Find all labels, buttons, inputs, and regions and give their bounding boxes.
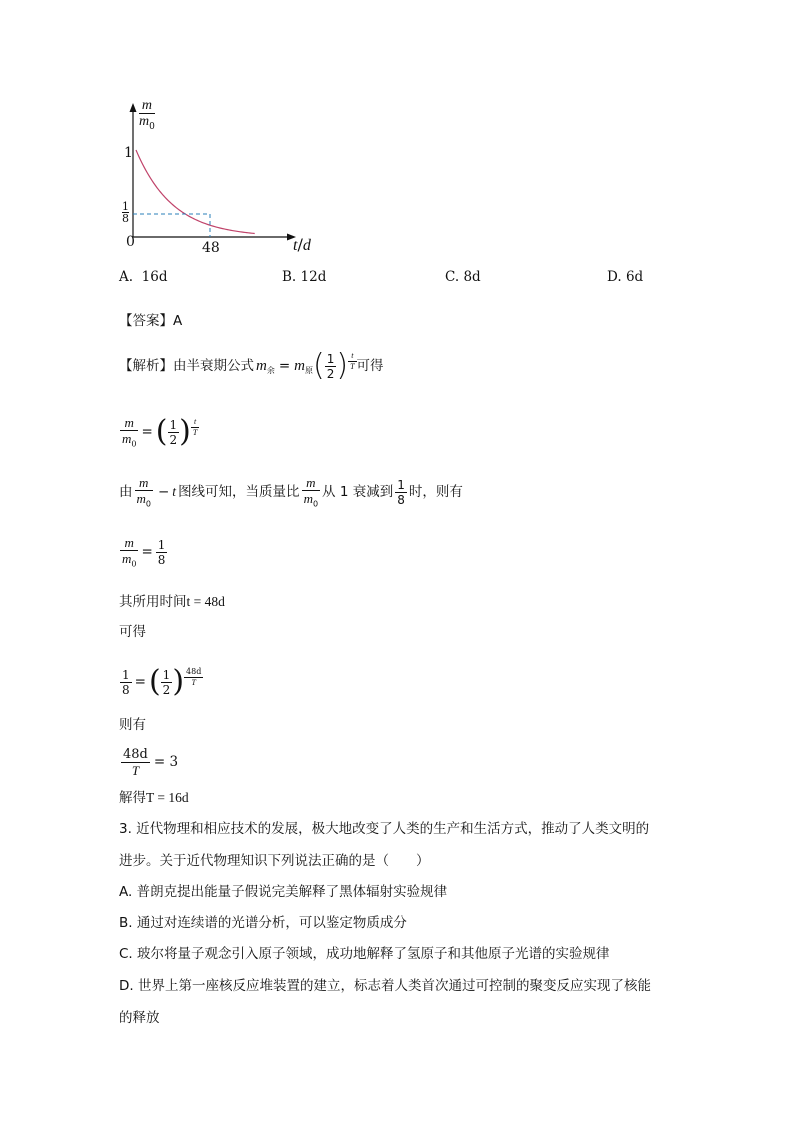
analysis-time-line (119, 592, 225, 612)
analysis-kede: 可得 (119, 624, 146, 640)
q3-stem-line-1: 3. 近代物理和相应技术的发展，极大地改变了人类的生产和生活方式，推动了人类文明的 (119, 821, 650, 837)
analysis-eq-4: $\frac{m}{m_0}$ = $\frac{1}{8}$ (122, 534, 166, 569)
analysis-line3-post: 时，则有 (408, 484, 463, 500)
analysis-result (119, 788, 189, 808)
q3-option-d: D. 世界上第一座核反应堆装置的建立，标志着人类首次通过可控制的聚变反应实现了核能 (119, 978, 651, 994)
q3-option-d-cont: 的释放 (119, 1010, 160, 1026)
q2-option-b: B. 12d (282, 269, 327, 285)
y-label-den: $m_0$ (139, 114, 155, 132)
q3-option-c: C. 玻尔将量子观念引入原子领域，成功地解释了氢原子和其他原子光谱的实验规律 (119, 946, 610, 962)
y-label-num: m (141, 98, 152, 113)
analysis-line3-mid: 图线可知，当质量比 (178, 484, 300, 500)
q2-option-d: D. 6d (607, 269, 644, 285)
answer-tag: 【答案】 (119, 313, 173, 329)
result-prefix: 解得 (119, 790, 146, 806)
q2-option-c: C. 8d (445, 269, 481, 285)
result-value: T = 16d (146, 790, 189, 805)
origin-label: 0 (126, 234, 135, 250)
decay-curve (136, 150, 255, 233)
analysis-eq-5: $\frac{1}{8}$ = ( $\frac{1}{2}$ ) $\frac{48d}{T}$ (122, 664, 202, 699)
y-axis-label (139, 99, 155, 134)
q2-option-a: A. 16d (119, 269, 168, 285)
analysis-tag: 【解析】 (119, 358, 173, 374)
q3-option-a: A. 普朗克提出能量子假说完美解释了黑体辐射实验规律 (119, 884, 448, 900)
analysis-line1-post: 可得 (356, 358, 384, 374)
q3-stem-line-2: 进步。关于近代物理知识下列说法正确的是（ ） (119, 853, 430, 869)
decay-graph (110, 95, 340, 260)
time-eq: t = 48d (186, 594, 225, 609)
analysis-line1-pre: 由半衰期公式 (173, 358, 254, 374)
answer-line (119, 311, 182, 331)
analysis-eq-2: $\frac{m}{m_0}$ = ( $\frac{1}{2}$ ) $\frac{t}{T}$ (122, 414, 198, 449)
analysis-line-1: 【解析】 由半衰期公式 m $_余$ = m $_原$ ( $\frac{1}{2}$ ) $\frac{t}{T}$ 可得 (119, 348, 384, 383)
y-axis-arrow (130, 103, 137, 112)
tick-y-one-eighth: 1 8 (122, 200, 129, 225)
q3-option-b: B. 通过对连续谱的光谱分析，可以鉴定物质成分 (119, 915, 407, 931)
x-axis-label: t/d (293, 235, 311, 254)
tick-x-48: 48 (202, 240, 220, 256)
tick-y-1: 1 (124, 145, 133, 161)
analysis-zeyou: 则有 (119, 717, 146, 733)
analysis-line3-pre: 由 (119, 484, 133, 500)
time-text: 其所用时间 (119, 594, 187, 610)
analysis-line-3: 由 $\frac{m}{m_0}$ − t 图线可知，当质量比 $\frac{m}{m_0}$ 从 1 衰减到 $\frac{1}{8}$ 时，则有 (119, 474, 463, 509)
analysis-eq-6: $\frac{48d}{T}$ = 3 (123, 746, 179, 778)
answer-value: A (173, 313, 183, 329)
analysis-line3-from: 从 1 衰减到 (322, 484, 394, 500)
